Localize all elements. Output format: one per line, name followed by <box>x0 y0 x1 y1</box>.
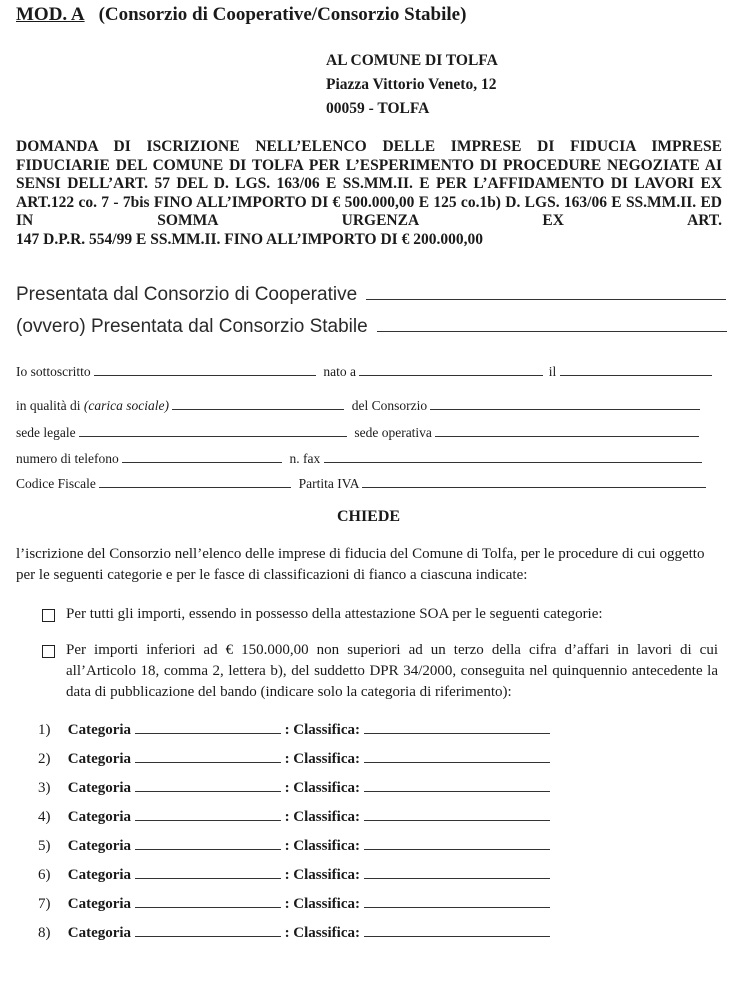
option-2-checkbox[interactable] <box>42 645 55 658</box>
categoria-row <box>38 867 550 884</box>
nato-a-label: nato a <box>323 364 356 379</box>
categoria-row <box>38 896 550 913</box>
address-line-2: Piazza Vittorio Veneto, 12 <box>326 76 497 93</box>
categoria-label: Categoria <box>67 896 132 912</box>
row-codice-fiscale <box>16 476 716 492</box>
categoria-row <box>38 722 550 739</box>
presentata-stabile-label: (ovvero) Presentata dal Consorzio Stabile <box>16 316 368 337</box>
carica-field[interactable] <box>172 409 344 410</box>
classifica-field[interactable] <box>364 907 550 908</box>
classifica-label: : Classifica: <box>284 780 360 796</box>
option-1-checkbox[interactable] <box>42 609 55 622</box>
categoria-field[interactable] <box>135 878 281 879</box>
row-sede <box>16 425 716 441</box>
categoria-label: Categoria <box>67 867 132 883</box>
presentata-coop-label: Presentata dal Consorzio di Cooperative <box>16 284 358 305</box>
carica-label: (carica sociale) <box>83 398 169 413</box>
categoria-label: Categoria <box>67 780 132 796</box>
option-1-text: Per tutti gli importi, essendo in possesso della attestazione SOA per le seguenti categorie: <box>66 606 603 622</box>
application-heading <box>16 138 722 249</box>
partita-iva-field[interactable] <box>362 487 706 488</box>
partita-iva-label: Partita IVA <box>298 476 359 491</box>
classifica-label: : Classifica: <box>284 751 360 767</box>
sede-operativa-field[interactable] <box>435 436 699 437</box>
classifica-field[interactable] <box>364 936 550 937</box>
intro-paragraph: l’iscrizione del Consorzio nell’elenco delle imprese di fiducia del Comune di Tolfa, per le procedure di cui oggetto per le seguenti categorie e per le fasce di classificazioni di fianco a ciascuna indicate: <box>16 546 705 583</box>
il-field[interactable] <box>560 375 712 376</box>
categoria-number: 3) <box>38 780 51 796</box>
option-2-text: Per importi inferiori ad € 150.000,00 non superiori ad un terzo della cifra d’affari in lavori di cui all’Articolo 18, comma 2, lettera b), del suddetto DPR 34/2000, conseguita nel quinquennio antecedente la data di pubblicazione del bando (indicare solo la categoria di riferimento): <box>66 642 718 700</box>
fax-label: n. fax <box>289 451 321 466</box>
categoria-row <box>38 838 550 855</box>
categoria-row <box>38 751 550 768</box>
categoria-field[interactable] <box>135 733 281 734</box>
classifica-label: : Classifica: <box>284 809 360 825</box>
form-title <box>16 4 466 26</box>
chiede-heading: CHIEDE <box>336 508 401 525</box>
classifica-label: : Classifica: <box>284 867 360 883</box>
application-heading-text: DOMANDA DI ISCRIZIONE NELL’ELENCO DELLE IMPRESE DI FIDUCIA IMPRESE FIDUCIARIE DEL COMUNE DI TOLFA PER L’ESPERIMENTO DI PROCEDURE NEGOZIATE AI SENSI DELL’ART. 57 DEL D. LGS. 163/06 E SS.MM.II. E PER L’AFFIDAMENTO DI LAVORI EX ART.122 co. 7 - 7bis FINO ALL’IMPORTO DI € 500.000,00 E 125 co.1b) D. LGS. 163/06 E SS.MM.II. ED IN SOMMA URGENZA EX ART. <box>16 138 722 229</box>
consorzio-field[interactable] <box>430 409 700 410</box>
sottoscritto-field[interactable] <box>94 375 316 376</box>
il-label: il <box>548 364 557 379</box>
sede-operativa-label: sede operativa <box>354 425 432 440</box>
categoria-label: Categoria <box>67 809 132 825</box>
categoria-label: Categoria <box>67 722 132 738</box>
categoria-number: 1) <box>38 722 51 738</box>
codice-fiscale-label: Codice Fiscale <box>16 476 96 491</box>
categoria-field[interactable] <box>135 936 281 937</box>
categoria-number: 5) <box>38 838 51 854</box>
classifica-field[interactable] <box>364 820 550 821</box>
sottoscritto-label: Io sottoscritto <box>16 364 91 379</box>
application-heading-last-line: 147 D.P.R. 554/99 E SS.MM.II. FINO ALL’IMPORTO DI € 200.000,00 <box>16 230 483 248</box>
classifica-label: : Classifica: <box>284 838 360 854</box>
categoria-label: Categoria <box>67 838 132 854</box>
row-sottoscritto <box>16 364 716 380</box>
classifica-field[interactable] <box>364 791 550 792</box>
categoria-label: Categoria <box>67 751 132 767</box>
categoria-label: Categoria <box>67 925 132 941</box>
presentata-stabile-field[interactable] <box>377 331 727 332</box>
form-subtitle: (Consorzio di Cooperative/Consorzio Stabile) <box>98 4 467 25</box>
qualita-label: in qualità di <box>16 398 81 413</box>
categoria-row <box>38 809 550 826</box>
classifica-label: : Classifica: <box>284 925 360 941</box>
nato-a-field[interactable] <box>359 375 543 376</box>
classifica-field[interactable] <box>364 733 550 734</box>
codice-fiscale-field[interactable] <box>99 487 291 488</box>
fax-field[interactable] <box>324 462 702 463</box>
categoria-number: 8) <box>38 925 51 941</box>
presentata-coop-row <box>16 284 726 306</box>
classifica-label: : Classifica: <box>284 722 360 738</box>
categoria-row <box>38 780 550 797</box>
categoria-field[interactable] <box>135 820 281 821</box>
categoria-field[interactable] <box>135 849 281 850</box>
categoria-row <box>38 925 550 942</box>
address-line-3: 00059 - TOLFA <box>326 100 430 117</box>
categoria-field[interactable] <box>135 791 281 792</box>
address-line-1: AL COMUNE DI TOLFA <box>326 52 498 69</box>
categoria-field[interactable] <box>135 762 281 763</box>
form-code: MOD. A <box>16 4 85 25</box>
classifica-field[interactable] <box>364 849 550 850</box>
classifica-label: : Classifica: <box>284 896 360 912</box>
telefono-label: numero di telefono <box>16 451 119 466</box>
classifica-field[interactable] <box>364 878 550 879</box>
sede-legale-label: sede legale <box>16 425 76 440</box>
telefono-field[interactable] <box>122 462 282 463</box>
categoria-number: 2) <box>38 751 51 767</box>
presentata-stabile-row <box>16 316 727 338</box>
presentata-coop-field[interactable] <box>366 299 726 300</box>
categoria-number: 4) <box>38 809 51 825</box>
classifica-field[interactable] <box>364 762 550 763</box>
categoria-number: 7) <box>38 896 51 912</box>
consorzio-label: del Consorzio <box>351 398 428 413</box>
categoria-number: 6) <box>38 867 51 883</box>
categoria-field[interactable] <box>135 907 281 908</box>
row-telefono <box>16 451 716 467</box>
sede-legale-field[interactable] <box>79 436 347 437</box>
row-qualita <box>16 398 716 414</box>
